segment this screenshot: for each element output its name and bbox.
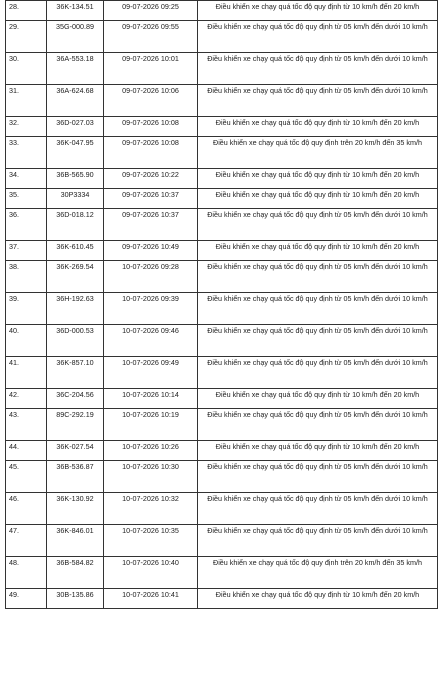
table-row: [6, 357, 438, 389]
row-number-cell: 37.: [6, 241, 47, 261]
violation-description-cell: Điều khiển xe chạy quá tốc độ quy định từ 05 km/h đến dưới 10 km/h: [198, 525, 438, 557]
violation-description-cell: Điều khiển xe chạy quá tốc độ quy định từ 05 km/h đến dưới 10 km/h: [198, 357, 438, 389]
violation-description-cell: Điều khiển xe chạy quá tốc độ quy định từ 10 km/h đến 20 km/h: [198, 589, 438, 609]
table-row: [6, 1, 438, 21]
table-row: [6, 189, 438, 209]
row-number-cell: 31.: [6, 85, 47, 117]
violation-description-cell: Điều khiển xe chạy quá tốc độ quy định từ 05 km/h đến dưới 10 km/h: [198, 293, 438, 325]
row-number-cell: 30.: [6, 53, 47, 85]
license-plate-cell: 36D-000.53: [47, 325, 104, 357]
license-plate-cell: 30P3334: [47, 189, 104, 209]
violation-description-cell: Điều khiển xe chạy quá tốc độ quy định từ 10 km/h đến 20 km/h: [198, 389, 438, 409]
row-number-cell: 44.: [6, 441, 47, 461]
license-plate-cell: 36K-846.01: [47, 525, 104, 557]
violation-description-cell: Điều khiển xe chạy quá tốc độ quy định từ 05 km/h đến dưới 10 km/h: [198, 461, 438, 493]
table-row: [6, 557, 438, 589]
license-plate-cell: 36B-536.87: [47, 461, 104, 493]
violation-time-cell: 09-07-2026 10:49: [104, 241, 198, 261]
license-plate-cell: 36A-624.68: [47, 85, 104, 117]
row-number-cell: 45.: [6, 461, 47, 493]
table-row: [6, 117, 438, 137]
violation-time-cell: 10-07-2026 10:35: [104, 525, 198, 557]
violation-description-cell: Điều khiển xe chạy quá tốc độ quy định từ 05 km/h đến dưới 10 km/h: [198, 209, 438, 241]
violations-table-body: [6, 1, 438, 609]
license-plate-cell: 36K-047.95: [47, 137, 104, 169]
license-plate-cell: 36B-565.90: [47, 169, 104, 189]
license-plate-cell: 36K-857.10: [47, 357, 104, 389]
row-number-cell: 28.: [6, 1, 47, 21]
table-row: [6, 53, 438, 85]
license-plate-cell: 36C-204.56: [47, 389, 104, 409]
row-number-cell: 41.: [6, 357, 47, 389]
violation-time-cell: 09-07-2026 10:08: [104, 117, 198, 137]
violation-time-cell: 10-07-2026 09:49: [104, 357, 198, 389]
table-row: [6, 261, 438, 293]
violation-time-cell: 09-07-2026 10:37: [104, 189, 198, 209]
violation-time-cell: 09-07-2026 10:08: [104, 137, 198, 169]
license-plate-cell: 36K-027.54: [47, 441, 104, 461]
table-row: [6, 325, 438, 357]
violation-description-cell: Điều khiển xe chạy quá tốc độ quy định từ 10 km/h đến 20 km/h: [198, 189, 438, 209]
violation-time-cell: 09-07-2026 09:55: [104, 21, 198, 53]
row-number-cell: 42.: [6, 389, 47, 409]
row-number-cell: 34.: [6, 169, 47, 189]
table-row: [6, 461, 438, 493]
violation-description-cell: Điều khiển xe chạy quá tốc độ quy định từ 05 km/h đến dưới 10 km/h: [198, 53, 438, 85]
violation-time-cell: 10-07-2026 10:26: [104, 441, 198, 461]
license-plate-cell: 36A-553.18: [47, 53, 104, 85]
violation-time-cell: 09-07-2026 10:22: [104, 169, 198, 189]
violation-time-cell: 09-07-2026 10:06: [104, 85, 198, 117]
violation-time-cell: 10-07-2026 10:40: [104, 557, 198, 589]
row-number-cell: 36.: [6, 209, 47, 241]
table-row: [6, 169, 438, 189]
violation-time-cell: 10-07-2026 10:30: [104, 461, 198, 493]
violation-description-cell: Điều khiển xe chạy quá tốc độ quy định trên 20 km/h đến 35 km/h: [198, 557, 438, 589]
violation-description-cell: Điều khiển xe chạy quá tốc độ quy định từ 10 km/h đến 20 km/h: [198, 441, 438, 461]
table-row: [6, 21, 438, 53]
violation-time-cell: 09-07-2026 10:01: [104, 53, 198, 85]
table-row: [6, 525, 438, 557]
row-number-cell: 33.: [6, 137, 47, 169]
table-row: [6, 209, 438, 241]
violation-time-cell: 10-07-2026 10:41: [104, 589, 198, 609]
license-plate-cell: 36K-269.54: [47, 261, 104, 293]
violations-table: [5, 0, 438, 609]
license-plate-cell: 36B-584.82: [47, 557, 104, 589]
license-plate-cell: 36K-610.45: [47, 241, 104, 261]
row-number-cell: 29.: [6, 21, 47, 53]
license-plate-cell: 30B-135.86: [47, 589, 104, 609]
violation-description-cell: Điều khiển xe chạy quá tốc độ quy định từ 05 km/h đến dưới 10 km/h: [198, 493, 438, 525]
table-row: [6, 293, 438, 325]
violation-time-cell: 10-07-2026 09:39: [104, 293, 198, 325]
row-number-cell: 46.: [6, 493, 47, 525]
row-number-cell: 32.: [6, 117, 47, 137]
row-number-cell: 38.: [6, 261, 47, 293]
license-plate-cell: 89C-292.19: [47, 409, 104, 441]
row-number-cell: 43.: [6, 409, 47, 441]
row-number-cell: 48.: [6, 557, 47, 589]
row-number-cell: 35.: [6, 189, 47, 209]
row-number-cell: 39.: [6, 293, 47, 325]
table-row: [6, 441, 438, 461]
license-plate-cell: 36K-134.51: [47, 1, 104, 21]
violation-time-cell: 09-07-2026 09:25: [104, 1, 198, 21]
violation-description-cell: Điều khiển xe chạy quá tốc độ quy định từ 10 km/h đến 20 km/h: [198, 241, 438, 261]
violation-description-cell: Điều khiển xe chạy quá tốc độ quy định từ 05 km/h đến dưới 10 km/h: [198, 261, 438, 293]
violation-description-cell: Điều khiển xe chạy quá tốc độ quy định từ 05 km/h đến dưới 10 km/h: [198, 409, 438, 441]
license-plate-cell: 36K-130.92: [47, 493, 104, 525]
license-plate-cell: 36D-027.03: [47, 117, 104, 137]
table-row: [6, 589, 438, 609]
table-row: [6, 409, 438, 441]
violation-description-cell: Điều khiển xe chạy quá tốc độ quy định từ 10 km/h đến 20 km/h: [198, 169, 438, 189]
violation-time-cell: 10-07-2026 09:46: [104, 325, 198, 357]
license-plate-cell: 35G-000.89: [47, 21, 104, 53]
license-plate-cell: 36H-192.63: [47, 293, 104, 325]
violation-description-cell: Điều khiển xe chạy quá tốc độ quy định từ 10 km/h đến 20 km/h: [198, 1, 438, 21]
violation-description-cell: Điều khiển xe chạy quá tốc độ quy định từ 05 km/h đến dưới 10 km/h: [198, 325, 438, 357]
violation-time-cell: 10-07-2026 09:28: [104, 261, 198, 293]
table-row: [6, 241, 438, 261]
violation-time-cell: 09-07-2026 10:37: [104, 209, 198, 241]
table-row: [6, 389, 438, 409]
row-number-cell: 47.: [6, 525, 47, 557]
table-row: [6, 85, 438, 117]
license-plate-cell: 36D-018.12: [47, 209, 104, 241]
violation-time-cell: 10-07-2026 10:19: [104, 409, 198, 441]
row-number-cell: 40.: [6, 325, 47, 357]
table-row: [6, 137, 438, 169]
table-row: [6, 493, 438, 525]
violation-time-cell: 10-07-2026 10:32: [104, 493, 198, 525]
violation-description-cell: Điều khiển xe chạy quá tốc độ quy định trên 20 km/h đến 35 km/h: [198, 137, 438, 169]
row-number-cell: 49.: [6, 589, 47, 609]
violation-time-cell: 10-07-2026 10:14: [104, 389, 198, 409]
violation-description-cell: Điều khiển xe chạy quá tốc độ quy định từ 05 km/h đến dưới 10 km/h: [198, 21, 438, 53]
violation-description-cell: Điều khiển xe chạy quá tốc độ quy định từ 10 km/h đến 20 km/h: [198, 117, 438, 137]
violation-description-cell: Điều khiển xe chạy quá tốc độ quy định từ 05 km/h đến dưới 10 km/h: [198, 85, 438, 117]
